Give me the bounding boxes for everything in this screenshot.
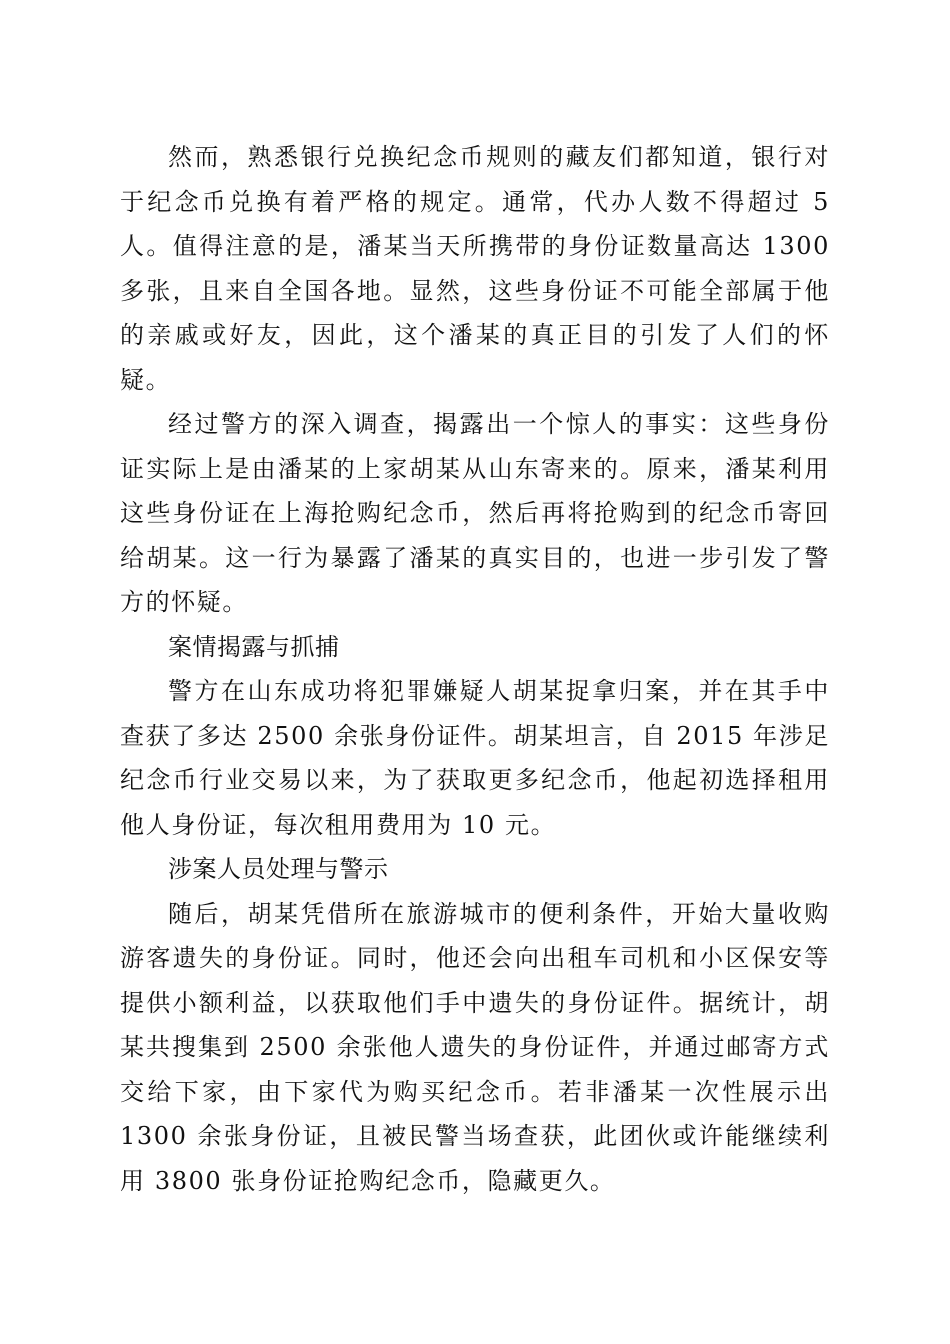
- document-page: [120, 135, 830, 1203]
- section-heading-handling-warning: 涉案人员处理与警示: [168, 855, 389, 883]
- paragraph-police-investigation: 经过警方的深入调查，揭露出一个惊人的事实：这些身份证实际上是由潘某的上家胡某从山东寄来的。原来，潘某利用这些身份证在上海抢购纪念币，然后再将抢购到的纪念币寄回给胡某。这一行为暴露了潘某的真实目的，也进一步引发了警方的怀疑。: [120, 410, 830, 616]
- paragraph-collection-method: 随后，胡某凭借所在旅游城市的便利条件，开始大量收购游客遗失的身份证。同时，他还会向出租车司机和小区保安等提供小额利益，以获取他们手中遗失的身份证件。据统计，胡某共搜集到 2500 余张他人遗失的身份证件，并通过邮寄方式交给下家，由下家代为购买纪念币。若非潘某一次性展示出 1300 余张身份证，且被民警当场查获，此团伙或许能继续利用 3800 张身份证抢购纪念币，隐藏更久。: [120, 899, 830, 1195]
- section-heading-case-arrest: 案情揭露与抓捕: [168, 632, 340, 661]
- paragraph-arrest-details: 警方在山东成功将犯罪嫌疑人胡某捉拿归案，并在其手中查获了多达 2500 余张身份证件。胡某坦言，自 2015 年涉足纪念币行业交易以来，为了获取更多纪念币，他起初选择租用他人身份证，每次租用费用为 10 元。: [120, 677, 830, 839]
- paragraph-bank-rules: 然而，熟悉银行兑换纪念币规则的藏友们都知道，银行对于纪念币兑换有着严格的规定。通常，代办人数不得超过 5 人。值得注意的是，潘某当天所携带的身份证数量高达 1300 多张，且来自全国各地。显然，这些身份证不可能全部属于他的亲戚或好友，因此，这个潘某的真正目的引发了人们的怀疑。: [120, 143, 830, 394]
